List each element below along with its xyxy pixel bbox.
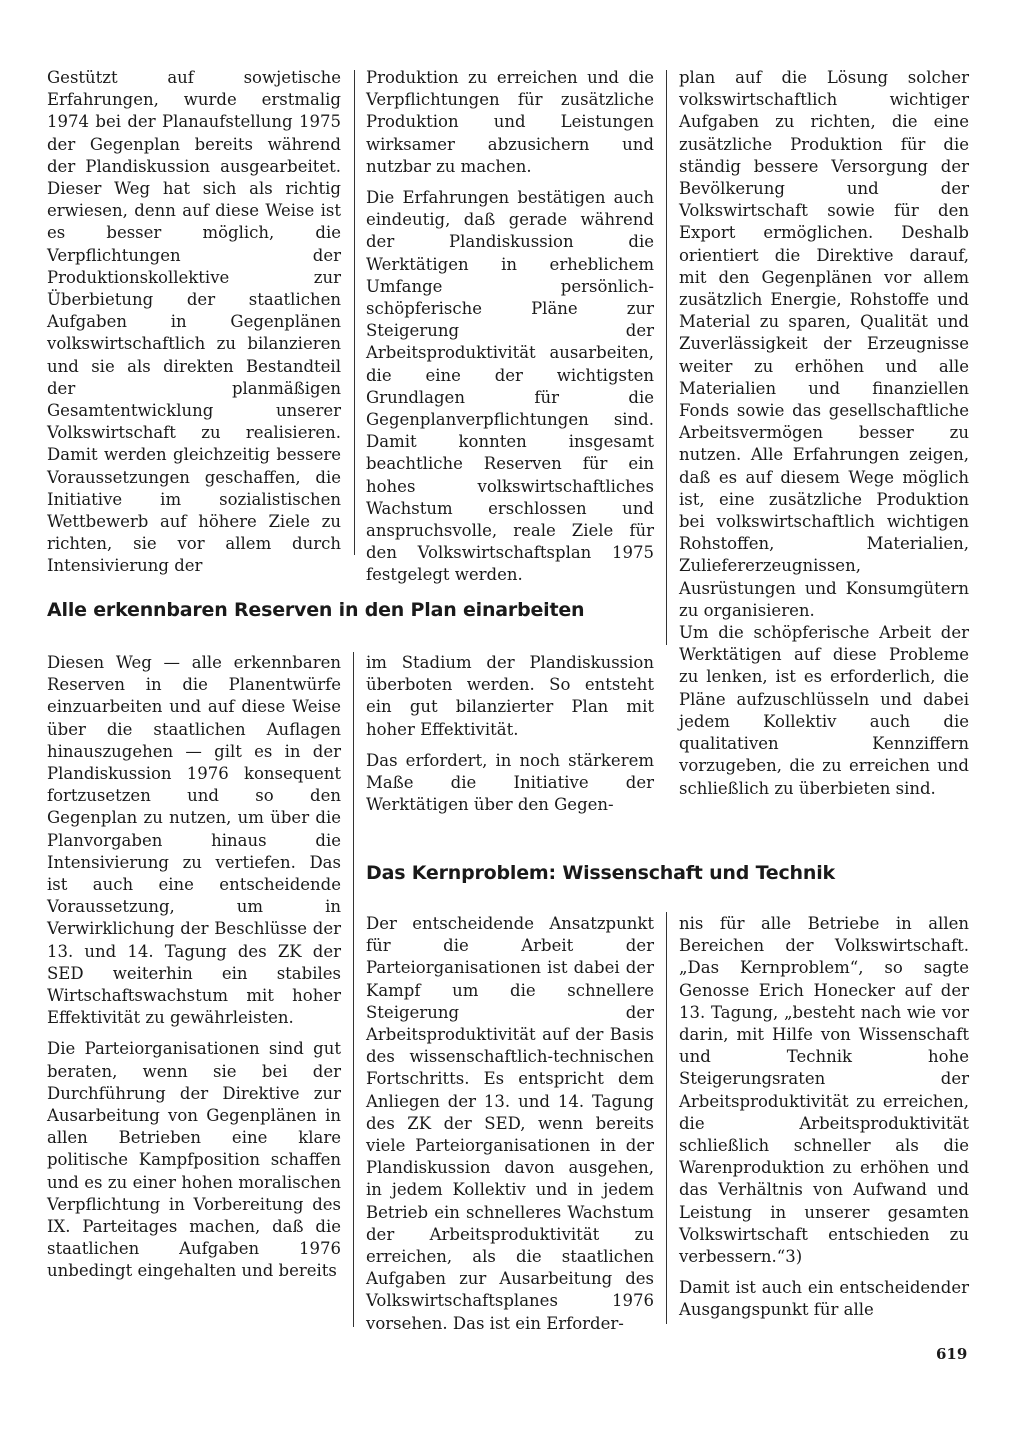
paragraph: Produktion zu erreichen und die Verpflichtungen für zusätzliche Produktion und Leistungen wirksamer abzusichern und nutzbar zu machen. xyxy=(366,68,654,176)
text-column-mid-left xyxy=(47,652,341,1283)
paragraph: Das erfordert, in noch stärkerem Maße die Initiative der Werktätigen über den Gegen- xyxy=(366,750,654,815)
section-heading-reserven: Alle erkennbaren Reserven in den Plan einarbeiten xyxy=(47,599,585,621)
paragraph: Gestützt auf sowjetische Erfahrungen, wurde erstmalig 1974 bei der Planaufstellung 1975 der Gegenplan bereits während der Plandiskussion ausgearbeitet. Dieser Weg hat sich als richtig erwiesen, denn auf diese Weise ist es besser möglich, die Verpflichtungen der Produktionskollektive zur Überbietung der staatlichen Aufgaben in Gegenplänen volkswirtschaftlich zu bilanzieren und sie als direkten Bestandteil der planmäßigen Gesamtentwicklung unserer Volkswirtschaft zu realisieren. Damit werden gleichzeitig bessere Voraussetzungen geschaffen, die Initiative im sozialistischen Wettbewerb auf höhere Ziele zu richten, sie vor allem durch Intensivierung der xyxy=(47,68,341,576)
text-column-right xyxy=(679,67,969,800)
column-rule-lower-left xyxy=(353,822,354,1327)
text-column-top-left xyxy=(47,67,341,578)
paragraph: im Stadium der Plandiskussion überboten werden. So entsteht ein gut bilanzierter Plan mit hoher Effektivität. xyxy=(366,653,654,739)
column-rule-bottom-1 xyxy=(666,912,667,1324)
text-column-top-middle xyxy=(366,67,654,587)
text-column-bottom-middle xyxy=(366,913,654,1335)
paragraph: Die Parteiorganisationen sind gut beraten, wenn sie bei der Durchführung der Direktive zur Ausarbeitung von Gegenplänen in allen Betrieben eine klare politische Kampfposition schaffen und es zu einer hohen moralischen Verpflichtung in Vorbereitung des IX. Parteitages machen, daß die staatlichen Aufgaben 1976 unbedingt eingehalten und bereits xyxy=(47,1039,341,1281)
section-heading-kernproblem: Das Kernproblem: Wissenschaft und Technik xyxy=(366,862,835,884)
page-number: 619 xyxy=(936,1345,968,1363)
paragraph: Damit ist auch ein entscheidender Ausgangspunkt für alle xyxy=(679,1278,969,1320)
column-rule-top-1 xyxy=(354,70,355,555)
paragraph: nis für alle Betriebe in allen Bereichen der Volkswirtschaft. „Das Kernproblem“, so sagte Genosse Erich Honecker auf der 13. Tagung, „besteht nach wie vor darin, mit Hilfe von Wissenschaft und Technik hohe Steigerungsraten der Arbeitsproduktivität zu erreichen, die Arbeitsproduktivität schließlich schneller als die Warenproduktion zu erhöhen und das Verhältnis von Aufwand und Leistung in unserer gesamten Volkswirtschaft entschieden zu verbessern.“3) xyxy=(679,914,969,1267)
paragraph: plan auf die Lösung solcher volkswirtschaftlich wichtiger Aufgaben zu richten, die eine zusätzliche Produktion für die ständig bessere Versorgung der Bevölkerung und der Volkswirtschaft sowie für den Export ermöglichen. Deshalb orientiert die Direktive darauf, mit den Gegenplänen vor allem zusätzlich Energie, Rohstoffe und Material zu sparen, Qualität und Zuverlässigkeit der Erzeugnisse weiter zu erhöhen und alle Materialien und finanziellen Fonds sowie das gesellschaftliche Arbeitsvermögen besser zu nutzen. Alle Erfahrungen zeigen, daß es auf diesem Wege möglich ist, eine zusätzliche Produktion bei volkswirtschaftlich wichtigen Rohstoffen, Materialien, Zuliefererzeugnissen, Ausrüstungen und Konsumgütern zu organisieren. xyxy=(679,68,969,620)
text-column-mid-middle xyxy=(366,652,654,816)
paragraph: Die Erfahrungen bestätigen auch eindeutig, daß gerade während der Plandiskussion die Werktätigen in erheblichem Umfange persönlich-schöpferische Pläne zur Steigerung der Arbeitsproduktivität ausarbeiten, die eine der wichtigsten Grundlagen für die Gegenplanverpflichtungen sind. Damit konnten insgesamt beachtliche Reserven für ein hohes volkswirtschaftliches Wachstum erschlossen und anspruchsvolle, reale Ziele für den Volkswirtschaftsplan 1975 festgelegt werden. xyxy=(366,188,654,585)
text-column-bottom-right xyxy=(679,913,969,1322)
paragraph: Diesen Weg — alle erkennbaren Reserven in die Planentwürfe einzuarbeiten und auf diese Weise über die staatlichen Auflagen hinauszugehen — gilt es in der Plandiskussion 1976 konsequent fortzusetzen und so den Gegenplan zu nutzen, um über die Planvorgaben hinaus die Intensivierung zu vertiefen. Das ist auch eine entscheidende Voraussetzung, um in Verwirklichung der Beschlüsse der 13. und 14. Tagung des ZK der SED weiterhin ein stabiles Wirtschaftswachstum mit hoher Effektivität zu gewährleisten. xyxy=(47,653,341,1028)
paragraph: Der entscheidende Ansatzpunkt für die Arbeit der Parteiorganisationen ist dabei der Kampf um die schnellere Steigerung der Arbeitsproduktivität auf der Basis des wissenschaftlich-technischen Fortschritts. Es entspricht dem Anliegen der 13. und 14. Tagung des ZK der SED, wenn bereits viele Parteiorganisationen in der Plandiskussion davon ausgehen, in jedem Kollektiv und in jedem Betrieb ein schnelleres Wachstum der Arbeitsproduktivität zu erreichen, als die staatlichen Aufgaben zur Ausarbeitung des Volkswirtschaftsplanes 1976 vorsehen. Das ist ein Erforder- xyxy=(366,914,654,1333)
paragraph: Um die schöpferische Arbeit der Werktätigen auf diese Probleme zu lenken, ist es erforderlich, die Pläne aufzuschlüsseln und dabei jedem Kollektiv auch die qualitativen Kennziffern vorzugeben, die zu erreichen und schließlich zu überbieten sind. xyxy=(679,623,969,798)
column-rule-mid-1 xyxy=(353,652,354,822)
column-rule-top-2 xyxy=(666,70,667,645)
